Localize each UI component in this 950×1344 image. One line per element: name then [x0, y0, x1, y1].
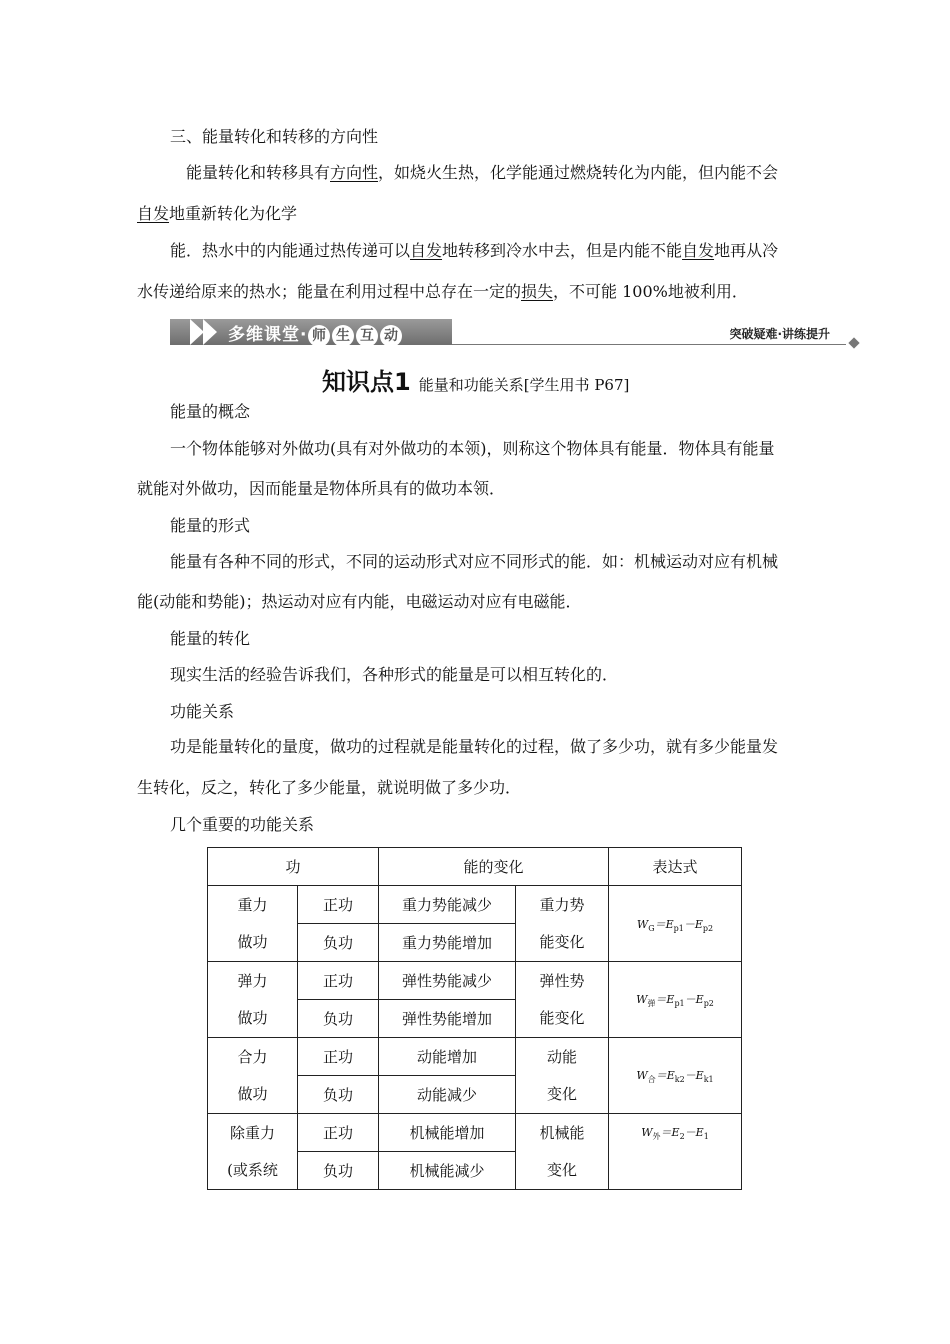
- energy-kind-cell: 弹性势 能变化: [516, 962, 609, 1038]
- work-sign-cell: 正功: [298, 962, 379, 1000]
- work-sign-cell: 正功: [298, 1038, 379, 1076]
- subheading: 功能关系: [170, 702, 235, 721]
- formula-cell: $W_G=E_{p1}-E_{p2}$: [609, 886, 742, 962]
- work-type-cell: 弹力 做功: [208, 962, 298, 1038]
- subheading: 几个重要的功能关系: [170, 815, 315, 834]
- text: 能．热水中的内能通过热传递可以: [170, 241, 411, 260]
- work-type-cell: 合力 做功: [208, 1038, 298, 1114]
- text: 能量转化和转移具有: [186, 163, 331, 182]
- banner-dot: ·: [300, 325, 308, 345]
- subheading: 能量的概念: [170, 402, 251, 421]
- underlined-term: 自发: [410, 241, 443, 260]
- work-sign-cell: 正功: [298, 1114, 379, 1152]
- work-sign-cell: 负功: [298, 1000, 379, 1038]
- energy-change-cell: 动能增加: [379, 1038, 516, 1076]
- knowledge-point-subtitle: 能量和功能关系[学生用书 P67]: [418, 376, 630, 394]
- energy-kind-cell: 动能 变化: [516, 1038, 609, 1114]
- paragraph-line: [170, 241, 778, 261]
- banner-circle-char: 互: [356, 325, 378, 347]
- paragraph-line: 现实生活的经验告诉我们，各种形式的能量是可以相互转化的．: [170, 665, 619, 684]
- subheading: 能量的形式: [170, 516, 251, 535]
- table-header: 表达式: [609, 848, 742, 886]
- text: 地再从冷: [714, 241, 779, 260]
- knowledge-point-heading: [322, 362, 629, 397]
- banner-circle-char: 生: [332, 325, 354, 347]
- diamond-icon: [848, 337, 859, 348]
- energy-kind-cell: 机械能 变化: [516, 1114, 609, 1190]
- banner-circle-char: 动: [380, 325, 402, 347]
- formula-cell: $W_弹=E_{p1}-E_{p2}$: [609, 962, 742, 1038]
- text: ，不可能 100%地被利用．: [553, 282, 748, 301]
- text: 地转移到冷水中去，但是内能不能: [442, 241, 683, 260]
- paragraph-line: 就能对外做功，因而能量是物体所具有的做功本领．: [137, 479, 506, 498]
- energy-change-cell: 重力势能减少: [379, 886, 516, 924]
- paragraph-line: [137, 282, 748, 302]
- work-sign-cell: 负功: [298, 1076, 379, 1114]
- section-banner: [170, 317, 860, 349]
- table-header: 能的变化: [379, 848, 609, 886]
- banner-rule: [452, 344, 846, 345]
- paragraph-line: 能量有各种不同的形式，不同的运动形式对应不同形式的能．如：机械运动对应有机械: [170, 552, 779, 571]
- energy-change-cell: 重力势能增加: [379, 924, 516, 962]
- energy-change-cell: 机械能增加: [379, 1114, 516, 1152]
- banner-circle-char: 师: [308, 325, 330, 347]
- energy-change-cell: 机械能减少: [379, 1152, 516, 1190]
- section-heading: 三、能量转化和转移的方向性: [170, 127, 379, 146]
- paragraph-line: 一个物体能够对外做功(具有对外做功的本领)，则称这个物体具有能量．物体具有能量: [170, 439, 775, 458]
- energy-kind-cell: 重力势 能变化: [516, 886, 609, 962]
- text: 地重新转化为化学: [169, 204, 298, 223]
- chevron-icon: [190, 319, 204, 345]
- subheading: 能量的转化: [170, 629, 251, 648]
- work-sign-cell: 正功: [298, 886, 379, 924]
- energy-change-cell: 弹性势能减少: [379, 962, 516, 1000]
- banner-prefix: 多维课堂: [228, 325, 300, 345]
- work-sign-cell: 负功: [298, 1152, 379, 1190]
- work-energy-table: [207, 847, 742, 1190]
- formula-cell: $W_合=E_{k2}-E_{k1}$: [609, 1038, 742, 1114]
- text: ，如烧火生热，化学能通过燃烧转化为内能，但内能不会: [378, 163, 779, 182]
- work-type-cell: 除重力 (或系统: [208, 1114, 298, 1190]
- underlined-term: 损失: [521, 282, 554, 301]
- banner-right-label: 突破疑难·讲练提升: [729, 327, 830, 341]
- paragraph-line: 功是能量转化的量度，做功的过程就是能量转化的过程，做了多少功，就有多少能量发: [170, 737, 779, 756]
- energy-change-cell: 动能减少: [379, 1076, 516, 1114]
- formula-cell: $W_外=E_2-E_1$: [609, 1114, 742, 1190]
- paragraph-line: [186, 163, 778, 183]
- knowledge-point-title: 知识点1: [322, 368, 411, 396]
- chevron-icon: [203, 319, 217, 345]
- paragraph-line: [137, 204, 297, 224]
- work-type-cell: 重力 做功: [208, 886, 298, 962]
- energy-change-cell: 弹性势能增加: [379, 1000, 516, 1038]
- underlined-term: 方向性: [330, 163, 379, 182]
- banner-title: [228, 320, 403, 347]
- paragraph-line: 能(动能和势能)；热运动对应有内能，电磁运动对应有电磁能．: [137, 592, 582, 611]
- paragraph-line: 生转化，反之，转化了多少能量，就说明做了多少功．: [137, 778, 522, 797]
- underlined-term: 自发: [137, 204, 170, 223]
- underlined-term: 自发: [682, 241, 715, 260]
- text: 水传递给原来的热水；能量在利用过程中总存在一定的: [137, 282, 522, 301]
- work-sign-cell: 负功: [298, 924, 379, 962]
- table-header: 功: [208, 848, 379, 886]
